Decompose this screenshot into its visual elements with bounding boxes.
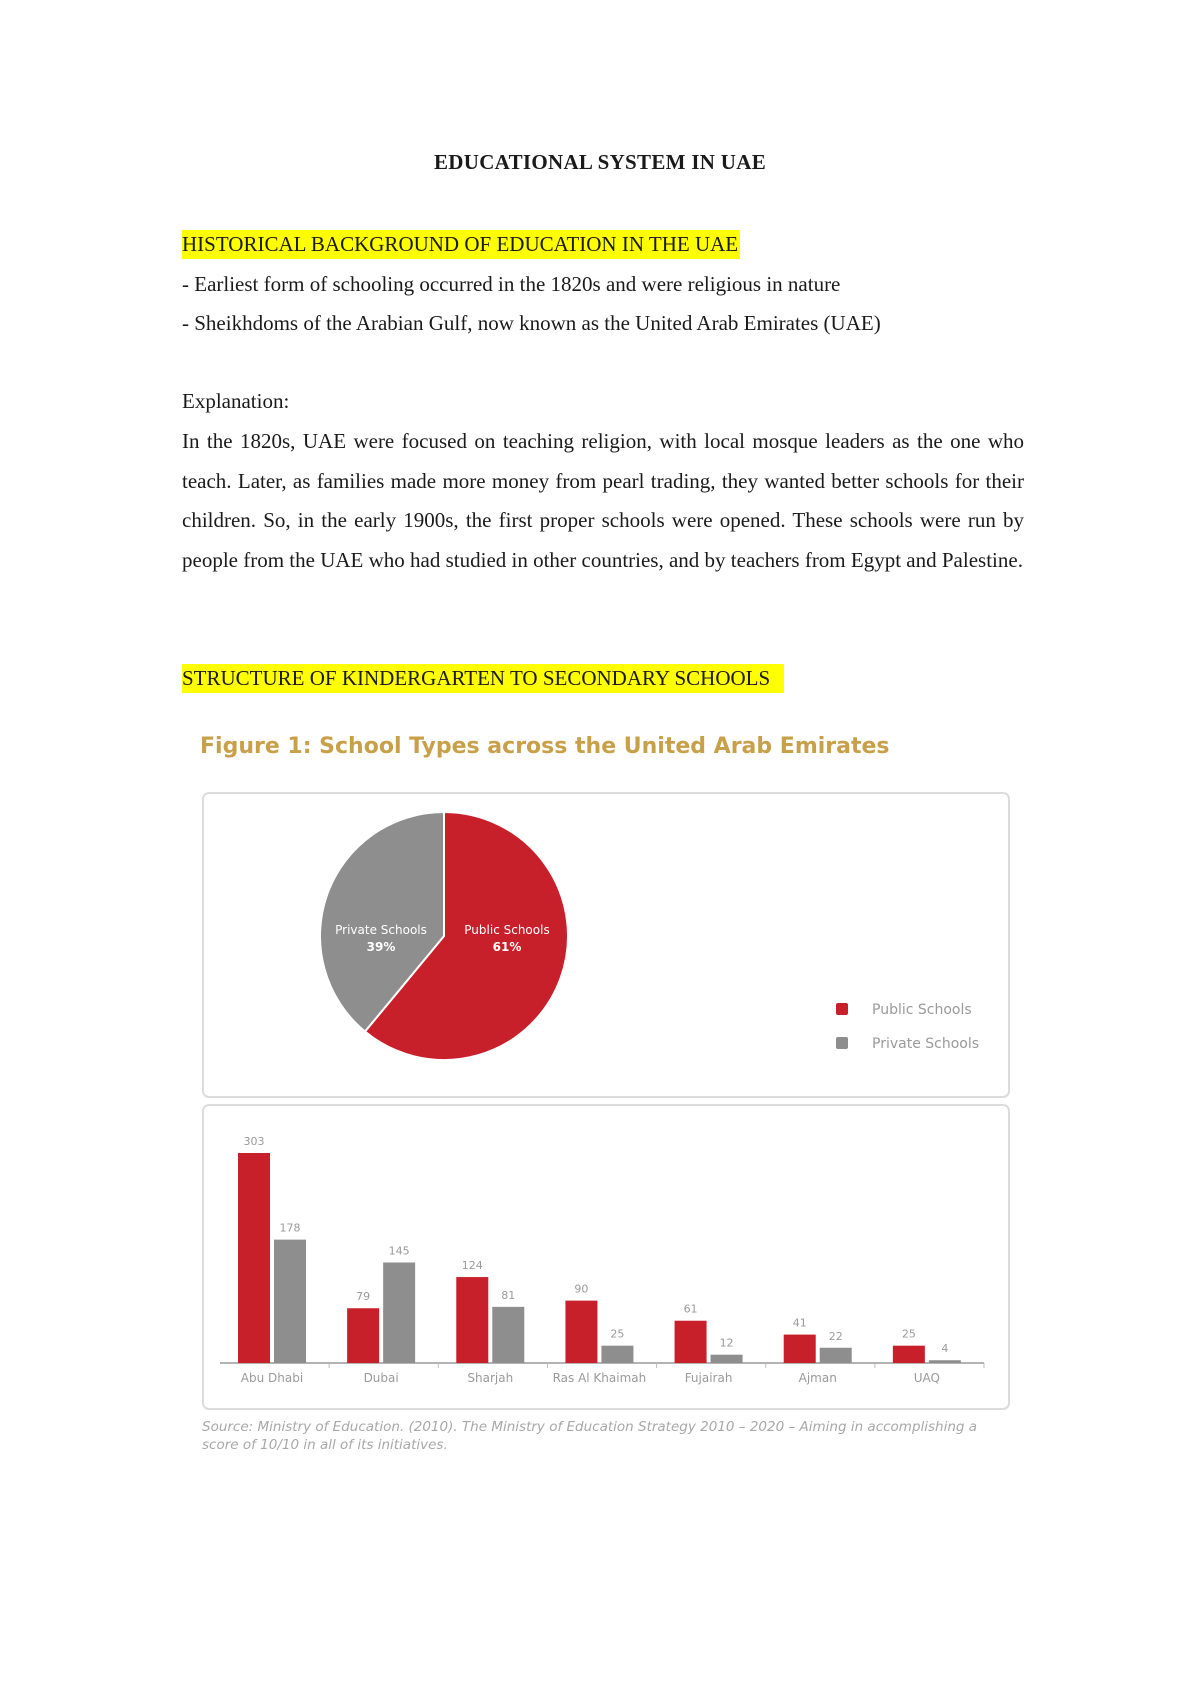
bar-value-label: 90	[574, 1282, 589, 1296]
document-title: EDUCATIONAL SYSTEM IN UAE	[433, 150, 767, 174]
section-heading-structure: STRUCTURE OF KINDERGARTEN TO SECONDARY SCHOOLS	[182, 664, 784, 693]
bar-value-label: 22	[828, 1329, 843, 1343]
pie-chart-panel	[202, 792, 1010, 1098]
bar-private	[601, 1346, 633, 1363]
bar-chart-panel	[202, 1104, 1010, 1410]
bar-public	[347, 1308, 379, 1363]
bar-value-label: 178	[279, 1221, 301, 1235]
category-label: Dubai	[363, 1371, 399, 1385]
pie-label-private-percent: 39%	[366, 940, 396, 954]
bullet-item: - Sheikhdoms of the Arabian Gulf, now known as the United Arab Emirates (UAE)	[182, 311, 881, 335]
figure-title: Figure 1: School Types across the United Arab Emirates	[200, 734, 890, 759]
bar-value-label: 25	[901, 1327, 916, 1341]
category-label: Abu Dhabi	[240, 1371, 304, 1385]
bar-value-label: 124	[461, 1259, 483, 1273]
bar-public	[893, 1346, 925, 1363]
bar-private	[929, 1360, 961, 1363]
bar-public	[238, 1153, 270, 1363]
bar-public	[784, 1335, 816, 1363]
legend-swatch-public	[836, 1003, 848, 1015]
bar-private	[711, 1355, 743, 1363]
figure-source: Source: Ministry of Education. (2010). The Ministry of Education Strategy 2010 – 2020 – Aiming in accomplishing a score of 10/10 in all of its initiatives.	[202, 1419, 978, 1453]
bar-value-label: 79	[356, 1290, 371, 1304]
pie-label-private-name: Private Schools	[335, 923, 427, 937]
bar-public	[456, 1277, 488, 1363]
pie-label-public-name: Public Schools	[464, 923, 550, 937]
bar-public	[675, 1321, 707, 1363]
category-label: Fujairah	[684, 1371, 733, 1385]
bar-value-label: 4	[941, 1342, 949, 1356]
explanation-label: Explanation:	[182, 389, 290, 413]
bullet-item: - Earliest form of schooling occurred in the 1820s and were religious in nature	[182, 272, 841, 296]
bar-value-label: 25	[610, 1327, 625, 1341]
pie-chart	[204, 794, 1008, 1096]
category-label: Sharjah	[467, 1371, 514, 1385]
category-label: Ajman	[798, 1371, 837, 1385]
section-heading-history: HISTORICAL BACKGROUND OF EDUCATION IN THE UAE	[182, 230, 740, 259]
bar-private	[274, 1240, 306, 1363]
bar-private	[383, 1263, 415, 1363]
bar-value-label: 12	[719, 1336, 734, 1350]
legend-label-private: Private Schools	[872, 1036, 980, 1052]
explanation-paragraph: In the 1820s, UAE were focused on teaching religion, with local mosque leaders as the one who teach. Later, as families made more money from pearl trading, they wanted better schools for their children. So, in the early 1900s, the first proper schools were opened. These schools were run by people from the UAE who had studied in other countries, and by teachers from Egypt and Palestine.	[182, 429, 1024, 572]
category-label: UAQ	[913, 1371, 940, 1385]
bar-chart	[204, 1106, 1008, 1408]
bar-private	[820, 1348, 852, 1363]
pie-label-public-percent: 61%	[492, 940, 522, 954]
legend-swatch-private	[836, 1037, 848, 1049]
bar-value-label: 303	[243, 1135, 265, 1148]
bar-value-label: 41	[792, 1316, 807, 1330]
category-label: Ras Al Khaimah	[552, 1371, 647, 1385]
bar-public	[565, 1301, 597, 1363]
bar-value-label: 145	[388, 1244, 410, 1258]
legend-label-public: Public Schools	[872, 1002, 972, 1018]
bar-value-label: 81	[501, 1288, 516, 1302]
bar-value-label: 61	[683, 1302, 698, 1316]
bar-private	[492, 1307, 524, 1363]
